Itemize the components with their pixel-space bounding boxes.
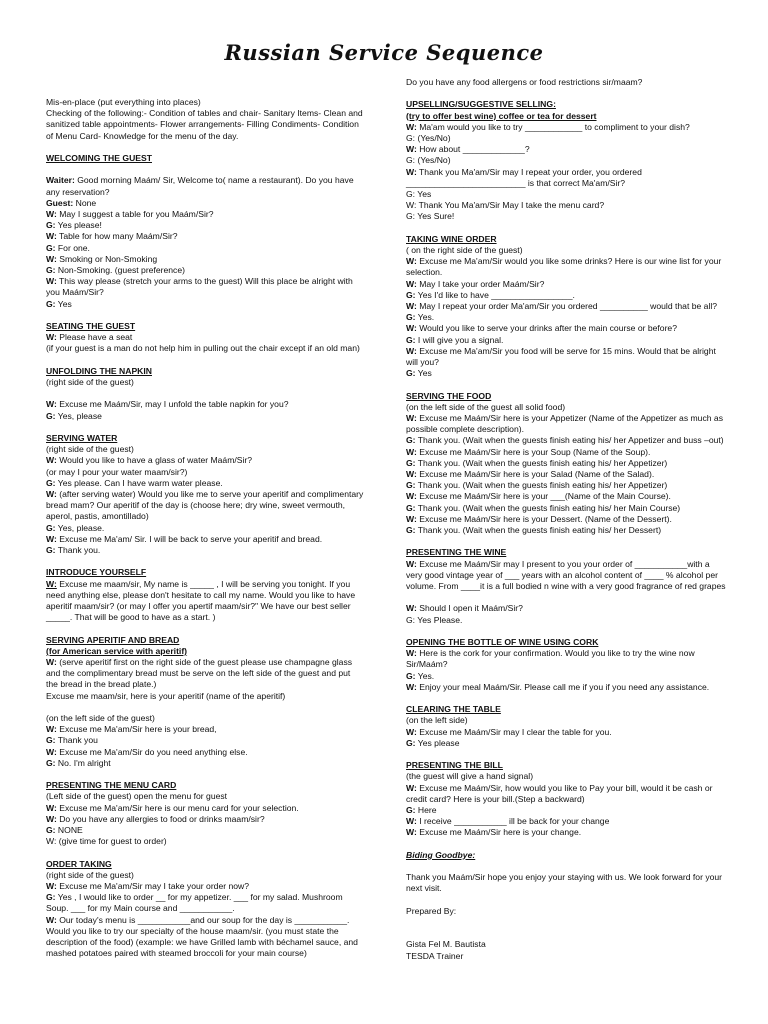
dialogue-line xyxy=(46,299,364,310)
speaker-label: G: xyxy=(46,545,56,556)
speaker-label: W: xyxy=(406,469,417,480)
line-text: Excuse me Ma'am/Sir may I take your order now? xyxy=(56,881,250,892)
speaker-label: G: xyxy=(406,670,416,681)
intro-section xyxy=(46,97,364,142)
dialogue xyxy=(46,803,364,848)
line-text: Would you like to serve your drinks after the main course or before? xyxy=(416,323,677,334)
speaker-label: G: xyxy=(46,735,56,746)
speaker-label: G: xyxy=(406,805,416,816)
order-section xyxy=(46,859,364,960)
line-text: Thank you Ma'am/Sir may I repeat your order, you ordered _________________________ is that correct Ma'am/Sir? xyxy=(406,166,642,188)
line-text: G: Yes Please. xyxy=(406,614,463,625)
line-text: No. I'm alright xyxy=(55,757,111,768)
line-text: Yes I'd like to have _________________. xyxy=(415,289,575,300)
section-heading: SERVING APERITIF AND BREAD xyxy=(46,634,180,645)
dialogue-line xyxy=(46,758,364,769)
dialogue-line xyxy=(406,323,726,334)
section-note: (the guest will give a hand signal) xyxy=(406,771,534,782)
speaker-label: Waiter: xyxy=(46,175,75,186)
dialogue xyxy=(46,175,364,309)
right-column xyxy=(406,77,726,962)
section-subheading: (try to offer best wine) coffee or tea for dessert xyxy=(406,110,597,121)
speaker-label: G: xyxy=(406,457,416,468)
speaker-label: W: xyxy=(46,914,57,925)
author-title: TESDA Trainer xyxy=(406,950,464,961)
speaker-label: W: xyxy=(406,121,417,132)
speaker-label: G: xyxy=(406,502,416,513)
speaker-label: G: xyxy=(46,410,56,421)
allergen-question: Do you have any food allergens or food restrictions sir/maam? xyxy=(406,77,643,87)
dialogue-line xyxy=(46,892,364,914)
speaker-label: W: xyxy=(46,455,57,466)
dialogue-line xyxy=(406,155,726,166)
line-text: May I take your order Maám/Sir? xyxy=(416,278,545,289)
dialogue-line xyxy=(406,805,726,816)
document-title: Russian Service Sequence xyxy=(224,40,544,65)
dialogue-line xyxy=(46,231,364,242)
speaker-label: W: xyxy=(46,231,57,242)
dialogue-line xyxy=(46,209,364,220)
line-text: Excuse me Maám/Sir here is your Soup (Name of the Soup). xyxy=(416,446,651,457)
section-heading: Biding Goodbye: xyxy=(406,849,476,860)
dialogue-line xyxy=(406,671,726,682)
speaker-label: W: xyxy=(46,209,57,219)
dialogue-line xyxy=(406,211,726,222)
speaker-label: W: xyxy=(46,657,57,668)
dialogue-line xyxy=(46,534,364,545)
speaker-label: W: xyxy=(46,533,57,544)
line-text: Please have a seat xyxy=(56,332,133,343)
speaker-label: W: xyxy=(406,323,417,334)
clearing-section xyxy=(406,704,726,749)
line-text: Here is the cork for your confirmation. Would you like to try the wine now Sir/Maám? xyxy=(406,648,695,670)
speaker-label: W: xyxy=(406,491,417,502)
line-text: This way please (stretch your arms to the guest) Will this place be alright with you Maám/Sir? xyxy=(46,276,353,298)
napkin-section xyxy=(46,366,364,422)
speaker-label: W: xyxy=(406,144,417,155)
speaker-label: W: xyxy=(46,813,57,824)
dialogue xyxy=(46,724,364,769)
dialogue-line xyxy=(406,491,726,502)
paragraph: Checking of the following:- Condition of tables and chair- Sanitary Items- Clean and sanitized table appointments- Flower arrangements- Filling Condiments- Condition of Menu Card- Knowledge for the menu of the day. xyxy=(46,108,363,141)
dialogue-line xyxy=(406,335,726,346)
line-text: Good morning Maám/ Sir, Welcome to( name a restaurant). Do you have any reservation? xyxy=(46,175,354,197)
dialogue-line xyxy=(46,545,364,556)
line-text: Excuse me Maám/Sir here is your change. xyxy=(416,827,582,838)
prepared-by-label: Prepared By: xyxy=(406,905,457,916)
dialogue-line xyxy=(406,133,726,144)
line-text: Here xyxy=(415,805,437,816)
introduce-section xyxy=(46,567,364,623)
line-text: Excuse me Ma'am/Sir would you like some drinks? Here is our wine list for your selection. xyxy=(406,256,722,278)
line-text: May I suggest a table for you Maám/Sir? xyxy=(56,209,214,219)
seating-section xyxy=(46,321,364,355)
left-column xyxy=(46,97,364,959)
section-heading: OPENING THE BOTTLE OF WINE USING CORK xyxy=(406,637,599,648)
dialogue-line xyxy=(46,198,364,209)
section-note: (right side of the guest) xyxy=(46,869,134,880)
speaker-label: W: xyxy=(46,399,57,410)
section-heading: PRESENTING THE WINE xyxy=(406,547,507,558)
line-text: Excuse me Ma'am/Sir here is our menu card for your selection. xyxy=(56,802,299,813)
line-text: G: (Yes/No) xyxy=(406,133,451,143)
dialogue-line xyxy=(406,682,726,693)
dialogue-line xyxy=(406,503,726,514)
cork-section xyxy=(406,637,726,693)
speaker-label: G: xyxy=(46,522,56,533)
line-text: For one. xyxy=(55,242,90,253)
speaker-label: G: xyxy=(46,825,56,836)
section-heading: SERVING WATER xyxy=(46,433,118,443)
goodbye-text: Thank you Maám/Sir hope you enjoy your staying with us. We look forward for your next visit. xyxy=(406,872,723,894)
line-text: Thank you. (Wait when the guests finish eating his/ her Main Course) xyxy=(415,502,681,513)
line-text: Our today's menu is ___________and our soup for the day is ___________. Would you like to try our specialty of the house maam/sir. (you must state the description of the food) (example: we have Grilled lamb with béchamel sauce, and mashed potatoes paired with steamed broccoli for your main course) xyxy=(46,914,358,959)
speaker-label: Guest: xyxy=(46,197,74,208)
line-text: Non-Smoking. (guest preference) xyxy=(55,265,185,276)
speaker-label: W: xyxy=(406,301,417,312)
line-text: Yes. xyxy=(415,670,435,681)
speaker-label: W: xyxy=(406,413,417,424)
line-text: Table for how many Maám/Sir? xyxy=(56,231,178,242)
dialogue-line xyxy=(46,735,364,746)
speaker-label: G: xyxy=(46,892,56,903)
dialogue-line xyxy=(406,727,726,738)
line-text: G: Yes Sure! xyxy=(406,211,455,222)
dialogue xyxy=(46,332,364,354)
speaker-label: W: xyxy=(46,578,57,589)
section-heading: UNFOLDING THE NAPKIN xyxy=(46,365,152,376)
water-section xyxy=(46,433,364,556)
line-text: Thank you xyxy=(55,735,98,746)
line-text: Should I open it Maám/Sir? xyxy=(416,603,523,614)
section-note: (on the left side of the guest all solid food) xyxy=(406,401,566,412)
dialogue-line xyxy=(46,467,364,478)
dialogue-line xyxy=(406,514,726,525)
line-text: Excuse me maam/sir, here is your aperitif (name of the aperitif) xyxy=(46,690,286,701)
dialogue xyxy=(46,399,364,421)
line-text: Yes please. Can I have warm water please. xyxy=(55,477,223,488)
dialogue-line xyxy=(46,489,364,523)
speaker-label: W: xyxy=(406,782,417,793)
section-heading: INTRODUCE YOURSELF xyxy=(46,567,147,578)
speaker-label: W: xyxy=(46,253,57,264)
speaker-label: G: xyxy=(406,312,416,323)
dialogue-line xyxy=(46,411,364,422)
dialogue-line xyxy=(46,523,364,534)
paragraph: Mis-en-place (put everything into places) xyxy=(46,97,201,107)
line-text: None xyxy=(73,197,97,208)
dialogue-line xyxy=(46,803,364,814)
line-text: Yes, please xyxy=(55,410,102,421)
line-text: Do you have any allergies to food or drinks maam/sir? xyxy=(56,813,265,824)
section-heading: CLEARING THE TABLE xyxy=(406,704,501,715)
section-heading: TAKING WINE ORDER xyxy=(406,233,497,244)
line-text: Yes, please. xyxy=(55,522,105,533)
line-text: Would you like to have a glass of water Maám/Sir? xyxy=(56,455,253,466)
line-text: Excuse me Maám/Sir may I present to you your order of ___________with a very good vintage year of ___ years with an alcohol content of ____ % alcohol per volume. From ____it is a full bodied n wine with a very good fragrance of red grapes xyxy=(406,558,726,592)
dialogue xyxy=(406,122,726,223)
line-text: Excuse me maam/sir, My name is _____ , I will be serving you tonight. If you need anything else, please don't hesitate to call my name. Would you like to have aperitif maam/sir? (or may I offer you apertif maam/sir?" We have our best seller _____. That will be good to have as a start. ) xyxy=(46,578,356,623)
dialogue-line xyxy=(406,525,726,536)
speaker-label: G: xyxy=(46,220,56,231)
speaker-label: G: xyxy=(406,289,416,300)
speaker-label: W: xyxy=(406,648,417,659)
speaker-label: W: xyxy=(406,278,417,289)
section-heading: UPSELLING/SUGGESTIVE SELLING: xyxy=(406,99,556,110)
dialogue-line xyxy=(406,122,726,133)
dialogue xyxy=(46,455,364,556)
dialogue-line xyxy=(406,559,726,593)
line-text: May I repeat your order Ma'am/Sir you ordered __________ would that be all? xyxy=(416,301,718,312)
line-text: I receive ___________ ill be back for your change xyxy=(416,816,610,827)
dialogue xyxy=(406,727,726,749)
speaker-label: G: xyxy=(406,334,416,345)
speaker-label: W: xyxy=(406,726,417,737)
speaker-label: G: xyxy=(46,265,56,276)
speaker-label: W: xyxy=(406,558,417,569)
dialogue-line xyxy=(406,144,726,155)
line-text: Enjoy your meal Maám/Sir. Please call me if you if you need any assistance. xyxy=(416,681,710,692)
dialogue-line xyxy=(406,783,726,805)
bill-section xyxy=(406,760,726,838)
line-text: Excuse me Maám/Sir, how would you like to Pay your bill, would it be cash or credit card? Here is your bill.(Step a backward) xyxy=(406,782,713,804)
upselling-section xyxy=(406,99,726,222)
speaker-label: W: xyxy=(406,345,417,356)
dialogue-line xyxy=(46,343,364,354)
presenting-wine-section xyxy=(406,547,726,625)
dialogue xyxy=(46,657,364,702)
section-heading: SERVING THE FOOD xyxy=(406,390,492,401)
wine-order-section xyxy=(406,234,726,380)
speaker-label: G: xyxy=(46,757,56,768)
speaker-label: W: xyxy=(406,827,417,838)
line-text: Excuse me Ma'am/Sir do you need anything else. xyxy=(56,746,248,757)
speaker-label: W: xyxy=(406,166,417,177)
section-note: (Left side of the guest) open the menu for guest xyxy=(46,791,228,802)
aperitif-section xyxy=(46,635,364,769)
dialogue-line xyxy=(406,827,726,838)
welcoming-section xyxy=(46,153,364,310)
speaker-label: G: xyxy=(406,480,416,491)
dialogue-line xyxy=(406,200,726,211)
line-text: Thank you. xyxy=(55,545,101,556)
dialogue-line xyxy=(406,301,726,312)
dialogue-line xyxy=(46,915,364,960)
section-note: (right side of the guest) xyxy=(46,444,134,455)
dialogue-line xyxy=(46,175,364,197)
dialogue-line xyxy=(46,220,364,231)
dialogue-line xyxy=(46,825,364,836)
line-text: (if your guest is a man do not help him in pulling out the chair except if an old man) xyxy=(46,343,360,354)
dialogue-line xyxy=(406,368,726,379)
speaker-label: G: xyxy=(406,737,416,748)
dialogue-line xyxy=(406,167,726,189)
speaker-label: W: xyxy=(46,802,57,813)
line-text: Thank you. (Wait when the guests finish eating his/ her Appetizer) xyxy=(415,457,668,468)
dialogue-line xyxy=(46,399,364,410)
dialogue-line xyxy=(406,279,726,290)
line-text: Excuse me Ma'am/ Sir. I will be back to serve your aperitif and bread. xyxy=(56,533,323,544)
speaker-label: W: xyxy=(406,816,417,827)
speaker-label: G: xyxy=(406,368,416,379)
dialogue-line xyxy=(406,435,726,446)
speaker-label: W: xyxy=(406,603,417,614)
speaker-label: W: xyxy=(46,489,57,500)
line-text: Yes , I would like to order __ for my appetizer. ___ for my salad. Mushroom Soup. ___ for my Main course and ___________. xyxy=(46,892,343,914)
speaker-label: W: xyxy=(406,446,417,457)
dialogue-line xyxy=(406,615,726,626)
dialogue-line xyxy=(46,814,364,825)
dialogue xyxy=(406,648,726,693)
line-text: (or may I pour your water maam/sir?) xyxy=(46,466,188,477)
dialogue xyxy=(46,881,364,959)
dialogue-line xyxy=(46,243,364,254)
dialogue-line xyxy=(46,254,364,265)
dialogue xyxy=(406,783,726,839)
section-subheading: (for American service with aperitif) xyxy=(46,645,188,656)
dialogue-line xyxy=(406,413,726,435)
line-text: Excuse me Ma'am/Sir you food will be serve for 15 mins. Would that be alright will you? xyxy=(406,345,716,368)
section-note: ( on the right side of the guest) xyxy=(406,245,523,256)
dialogue-line xyxy=(406,469,726,480)
dialogue-line xyxy=(406,648,726,670)
line-text: I will give you a signal. xyxy=(415,334,504,345)
section-heading: ORDER TAKING xyxy=(46,858,112,869)
dialogue-line xyxy=(46,657,364,691)
dialogue xyxy=(46,579,364,624)
dialogue-line xyxy=(46,579,364,624)
line-text: Thank you. (Wait when the guests finish eating his/ her Appetizer) xyxy=(415,480,668,491)
line-text: W: Thank You Ma'am/Sir May I take the menu card? xyxy=(406,200,605,211)
dialogue-line xyxy=(46,691,364,702)
speaker-label: W: xyxy=(406,256,417,267)
line-text: Smoking or Non-Smoking xyxy=(56,253,158,264)
line-text: Thank you. (Wait when the guests finish eating his/ her Appetizer and buss –out) xyxy=(415,435,724,446)
speaker-label: G: xyxy=(406,435,416,446)
section-note: (right side of the guest) xyxy=(46,377,134,388)
dialogue-line xyxy=(406,290,726,301)
speaker-label: W: xyxy=(46,746,57,757)
line-text: Yes please! xyxy=(55,220,102,231)
dialogue-line xyxy=(406,346,726,368)
line-text: NONE xyxy=(55,825,83,836)
line-text: (after serving water) Would you like me to serve your aperitif and complimentary bread mam? Our aperitif of the day is (choose here; dry wine, sweet vermouth, aperol, pastis, amontillado) xyxy=(46,489,364,522)
speaker-label: G: xyxy=(46,477,56,488)
line-text: How about _____________? xyxy=(416,144,530,155)
speaker-label: W: xyxy=(46,724,57,735)
dialogue xyxy=(406,256,726,379)
goodbye-section xyxy=(406,850,726,962)
dialogue xyxy=(406,603,726,625)
author-name: Gista Fel M. Bautista xyxy=(406,939,486,950)
dialogue-line xyxy=(406,480,726,491)
line-text: Excuse me Maám/Sir may I clear the table for you. xyxy=(416,726,612,737)
dialogue-line xyxy=(406,312,726,323)
dialogue-line xyxy=(46,836,364,847)
dialogue-line xyxy=(406,256,726,278)
dialogue-line xyxy=(46,478,364,489)
line-text: Excuse me Maám/Sir here is your Dessert. (Name of the Dessert). xyxy=(416,513,672,524)
line-text: Excuse me Maám/Sir here is your Salad (Name of the Salad). xyxy=(416,469,655,480)
line-text: G: (Yes/No) xyxy=(406,155,451,166)
dialogue-line xyxy=(406,458,726,469)
line-text: Ma'am would you like to try ____________ to compliment to your dish? xyxy=(416,121,690,132)
dialogue-line xyxy=(46,747,364,758)
line-text: G: Yes xyxy=(406,189,432,200)
speaker-label: W: xyxy=(46,881,57,892)
speaker-label: W: xyxy=(406,681,417,692)
section-heading: WELCOMING THE GUEST xyxy=(46,153,152,163)
dialogue-line xyxy=(406,738,726,749)
line-text: Excuse me Maám/Sir here is your Appetizer (Name of the Appetizer as much as possible complete description). xyxy=(406,413,723,435)
dialogue-line xyxy=(46,881,364,892)
speaker-label: G: xyxy=(46,298,56,309)
line-text: W: (give time for guest to order) xyxy=(46,836,167,847)
section-note: (on the left side) xyxy=(406,715,468,726)
speaker-label: W: xyxy=(46,276,57,287)
line-text: Excuse me Ma'am/Sir here is your bread, xyxy=(56,724,217,735)
speaker-label: W: xyxy=(406,513,417,524)
dialogue-line xyxy=(46,332,364,343)
dialogue-line xyxy=(406,447,726,458)
dialogue-line xyxy=(406,189,726,200)
section-heading: PRESENTING THE BILL xyxy=(406,760,503,771)
line-text: Yes. xyxy=(415,312,435,323)
line-text: Yes xyxy=(55,298,72,309)
dialogue-line xyxy=(46,276,364,298)
dialogue-line xyxy=(46,265,364,276)
menu-section xyxy=(46,780,364,847)
speaker-label: G: xyxy=(406,525,416,536)
serving-food-section xyxy=(406,391,726,537)
dialogue-line xyxy=(46,455,364,466)
dialogue xyxy=(406,413,726,536)
dialogue-line xyxy=(406,603,726,614)
dialogue-line xyxy=(46,724,364,735)
section-heading: PRESENTING THE MENU CARD xyxy=(46,780,177,791)
line-text: Thank you. (Wait when the guests finish eating his/ her Dessert) xyxy=(415,525,662,536)
section-note: (on the left side of the guest) xyxy=(46,713,155,724)
speaker-label: G: xyxy=(46,242,56,253)
dialogue xyxy=(406,559,726,593)
speaker-label: W: xyxy=(46,332,57,343)
line-text: Yes xyxy=(415,368,432,379)
line-text: Excuse me Maám/Sir, may I unfold the table napkin for you? xyxy=(56,399,289,410)
line-text: Excuse me Maám/Sir here is your ___(Name of the Main Course). xyxy=(416,491,671,502)
dialogue-line xyxy=(406,816,726,827)
section-heading: SEATING THE GUEST xyxy=(46,321,136,332)
line-text: Yes please xyxy=(415,737,460,748)
line-text: (serve aperitif first on the right side of the guest please use champagne glass and the complimentary bread must be serve on the left side of the guest and put the bread in the bread plate.) xyxy=(46,657,353,690)
